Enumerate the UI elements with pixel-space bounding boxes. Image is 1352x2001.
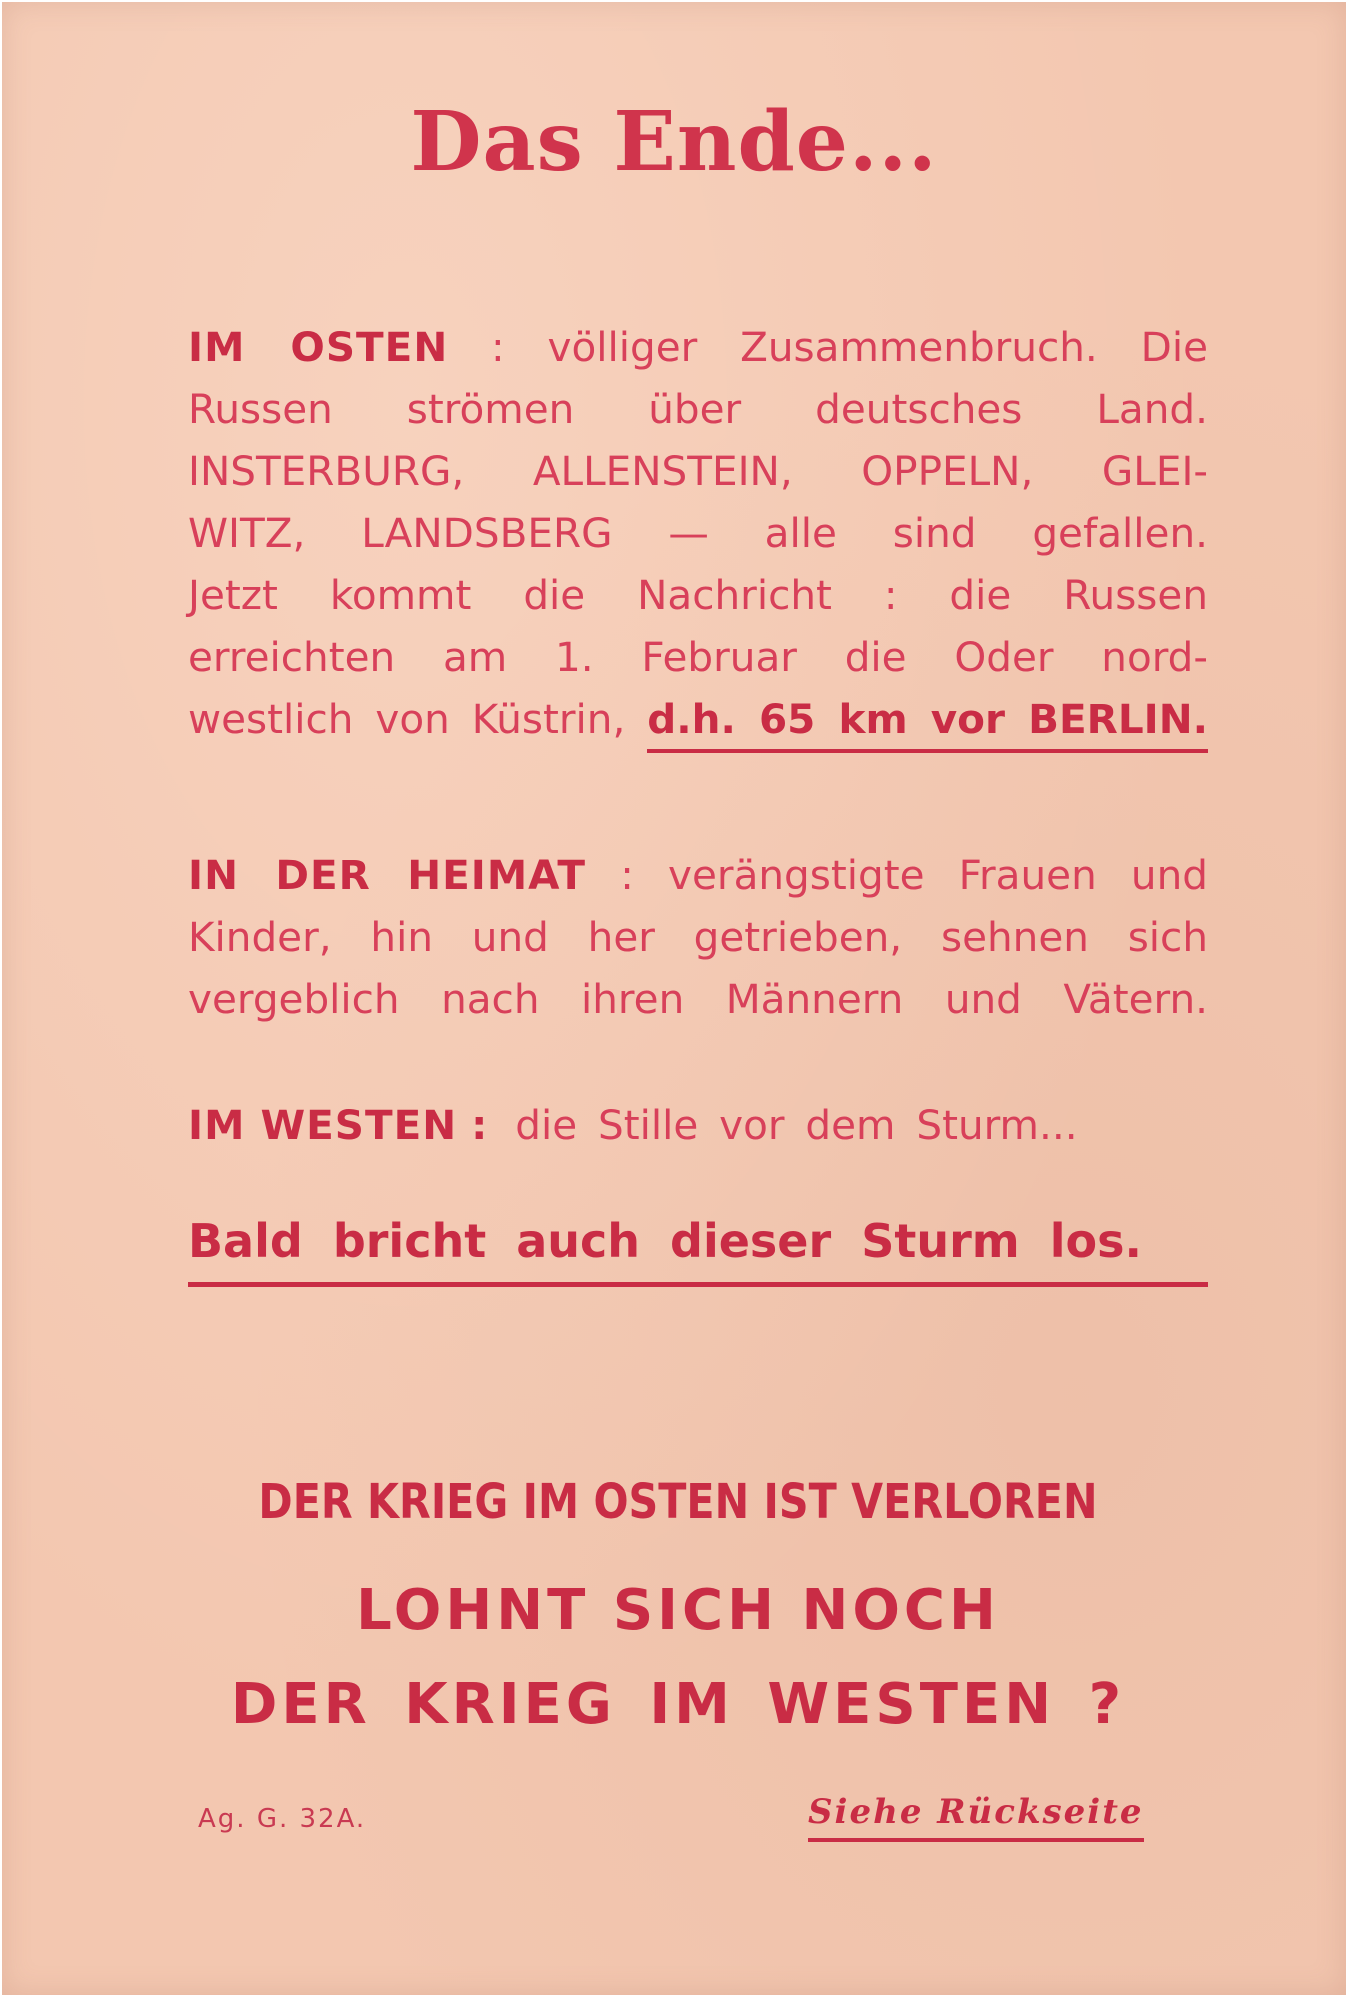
osten-line-1-text: völliger Zusammenbruch. Die [547,323,1208,371]
osten-line-5: Jetzt kommt die Nachricht : die Russen [188,571,1208,619]
heimat-line-1 [188,844,1208,906]
heimat-separator: : [586,851,669,899]
slogan-line-1: DER KRIEG IM OSTEN IST VERLOREN [258,1474,1098,1530]
osten-line-4: WITZ, LANDSBERG — alle sind gefallen. [188,509,1208,557]
westen-text: die Stille vor dem Sturm... [515,1101,1078,1149]
westen-line [188,1094,1208,1156]
heimat-label: IN DER HEIMAT [188,851,587,899]
heimat-paragraph [188,844,1208,1030]
osten-line-6: erreichten am 1. Februar die Oder nord- [188,633,1208,681]
osten-line-7 [188,688,1208,750]
osten-line-2: Russen strömen über deutsches Land. [188,385,1208,433]
berlin-distance-highlight: d.h. 65 km vor BERLIN. [647,695,1208,753]
westen-label: IM WESTEN [188,1101,458,1149]
westen-separator: : [471,1101,489,1149]
heimat-line-2: Kinder, hin und her getrieben, sehnen sich [188,913,1208,961]
storm-warning: Bald bricht auch dieser Sturm los. [188,1214,1208,1287]
slogan-line-3: DER KRIEG IM WESTEN ? [230,1672,1126,1737]
osten-line-1 [188,316,1208,378]
osten-separator: : [448,323,548,371]
slogan-line-2: LOHNT SICH NOCH [356,1578,1000,1643]
page-title: Das Ende... [410,94,938,190]
osten-line-7-text: westlich von Küstrin, [188,695,626,743]
leaflet-page [2,2,1346,1995]
osten-label: IM OSTEN [188,323,449,371]
leaflet-code: Ag. G. 32A. [198,1804,367,1834]
osten-line-3: INSTERBURG, ALLENSTEIN, OPPELN, GLEI- [188,447,1208,495]
see-reverse-note: Siehe Rückseite [808,1792,1144,1842]
osten-paragraph [188,316,1208,750]
heimat-line-3: vergeblich nach ihren Männern und Vätern. [188,975,1208,1023]
heimat-line-1-text: verängstigte Frauen und [668,851,1208,899]
